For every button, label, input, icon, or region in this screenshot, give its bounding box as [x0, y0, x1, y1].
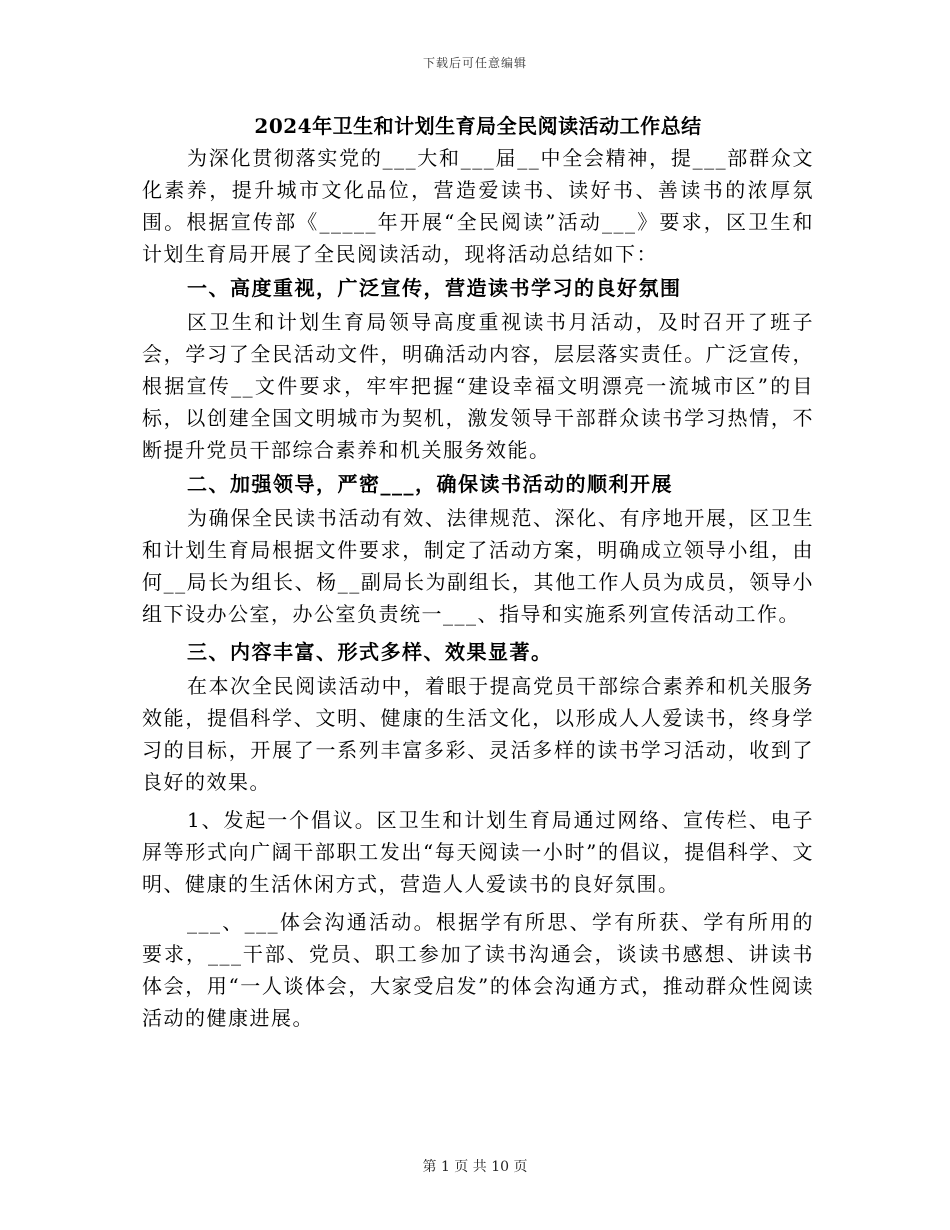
document-title: 2024年卫生和计划生育局全民阅读活动工作总结 — [254, 114, 702, 138]
section-3-paragraph: 在本次全民阅读活动中，着眼于提高党员干部综合素养和机关服务效能，提倡科学、文明、健康的生活文化，以形成人人爱读书，终身学习的目标，开展了一系列丰富多彩、灵活多样的读书学习活动，收到了良好的效果。 — [142, 674, 814, 794]
section-heading-2: 二、加强领导，严密___，确保读书活动的顺利开展 — [187, 472, 673, 496]
item-2-paragraph: ___、___体会沟通活动。根据学有所思、学有所获、学有所用的要求，___干部、党员、职工参加了读书沟通会，谈读书感想、讲读书体会，用“一人谈体会，大家受启发”的体会沟通方式，推动群众性阅读活动的健康进展。 — [142, 910, 814, 1030]
section-heading-3: 三、内容丰富、形式多样、效果显著。 — [187, 640, 553, 664]
intro-paragraph: 为深化贯彻落实党的___大和___届__中全会精神，提___部群众文化素养，提升城市文化品位，营造爱读书、读好书、善读书的浓厚氛围。根据宣传部《_____年开展“全民阅读”活动___》要求，区卫生和计划生育局开展了全民阅读活动，现将活动总结如下： — [142, 146, 814, 266]
section-2-paragraph: 为确保全民读书活动有效、法律规范、深化、有序地开展，区卫生和计划生育局根据文件要求，制定了活动方案，明确成立领导小组，由何__局长为组长、杨__副局长为副组长，其他工作人员为成员，领导小组下设办公室，办公室负责统一___、指导和实施系列宣传活动工作。 — [142, 506, 814, 626]
section-1-paragraph: 区卫生和计划生育局领导高度重视读书月活动，及时召开了班子会，学习了全民活动文件，明确活动内容，层层落实责任。广泛宣传，根据宣传__文件要求，牢牢把握“建设幸福文明漂亮一流城市区”的目标，以创建全国文明城市为契机，激发领导干部群众读书学习热情，不断提升党员干部综合素养和机关服务效能。 — [142, 310, 814, 462]
header-note: 下载后可任意编辑 — [422, 56, 527, 70]
page-footer: 第 1 页 共 10 页 — [422, 1159, 528, 1175]
document-page — [142, 110, 814, 1034]
item-1-paragraph: 1、发起一个倡议。区卫生和计划生育局通过网络、宣传栏、电子屏等形式向广阔干部职工发出“每天阅读一小时”的倡议，提倡科学、文明、健康的生活休闲方式，营造人人爱读书的良好氛围。 — [142, 808, 814, 896]
section-heading-1: 一、高度重视，广泛宣传，营造读书学习的良好氛围 — [187, 276, 682, 300]
